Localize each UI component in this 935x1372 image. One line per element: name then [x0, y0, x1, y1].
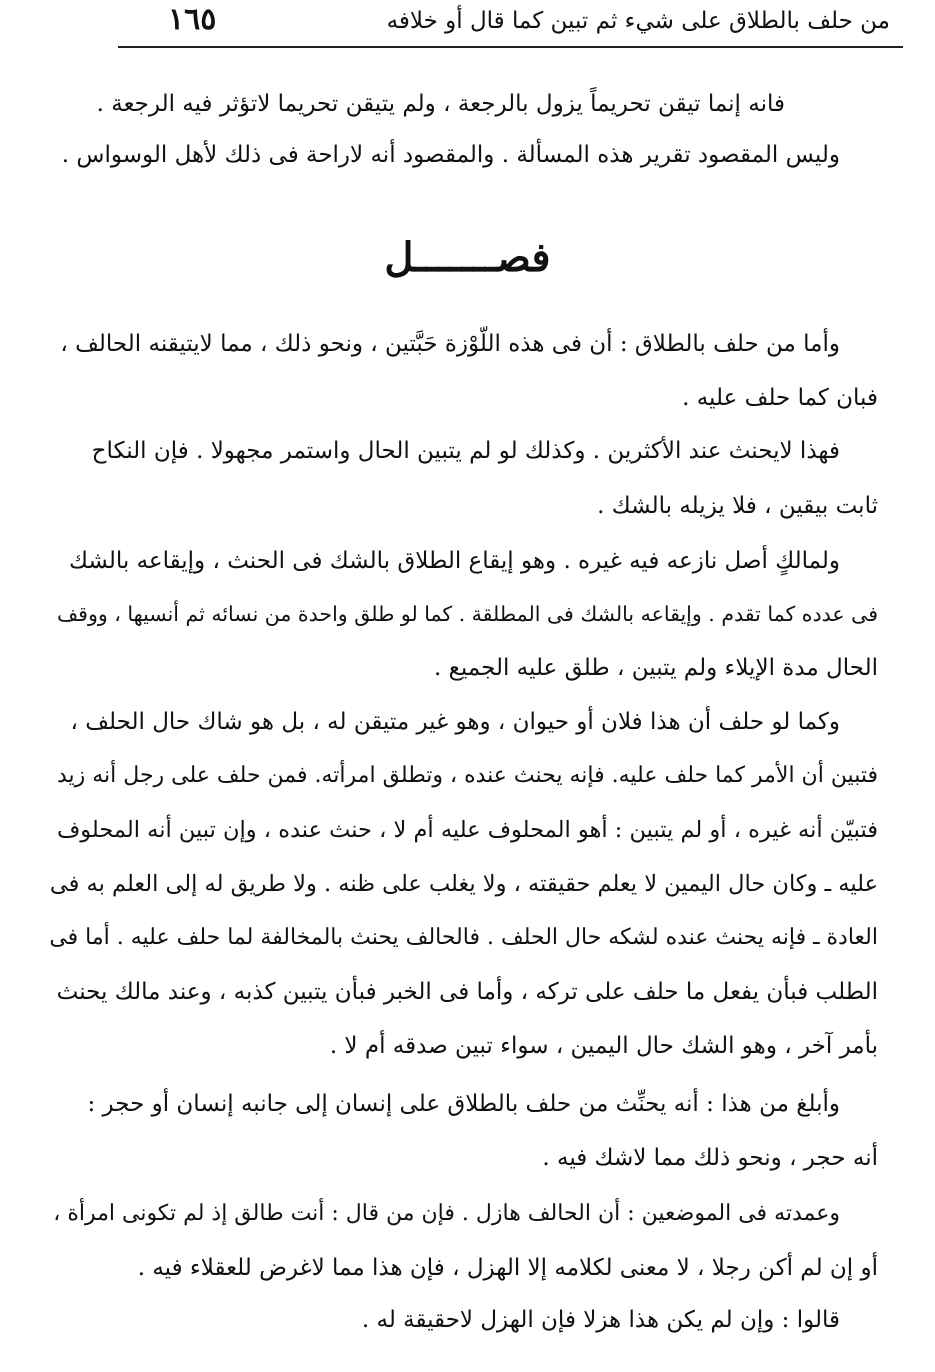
text-line: فهذا لايحنث عند الأكثرين . وكذلك لو لم يتبين الحال واستمر مجهولا . فإن النكاح	[91, 438, 840, 464]
text-line: الحال مدة الإيلاء ولم يتبين ، طلق عليه الجميع .	[434, 655, 878, 681]
text-line: العادة ـ فإنه يحنث عنده لشكه حال الحلف . فالحالف يحنث بالمخالفة لما حلف عليه . أما فى	[49, 925, 878, 950]
text-line: وكما لو حلف أن هذا فلان أو حيوان ، وهو غير متيقن له ، بل هو شاك حال الحلف ،	[70, 709, 840, 735]
text-line: وأما من حلف بالطلاق : أن فى هذه اللّوْزة حَبَّتين ، ونحو ذلك ، مما لايتيقنه الحالف ،	[60, 331, 840, 357]
text-line: قالوا : وإن لم يكن هذا هزلا فإن الهزل لاحقيقة له .	[361, 1307, 840, 1333]
text-line: ولمالكٍ أصل نازعه فيه غيره . وهو إيقاع الطلاق بالشك فى الحنث ، وإيقاعه بالشك	[68, 548, 840, 574]
text-line: الطلب فبأن يفعل ما حلف على تركه ، وأما فى الخبر فبأن يتبين كذبه ، وعند مالك يحنث	[56, 979, 878, 1005]
section-heading: فصـــــــل	[384, 234, 551, 281]
running-title: من حلف بالطلاق على شيء ثم تبين كما قال أو خلافه	[386, 8, 890, 34]
text-line: أنه حجر ، ونحو ذلك مما لاشك فيه .	[542, 1145, 878, 1171]
text-line: فى عدده كما تقدم . وإيقاعه بالشك فى المطلقة . كما لو طلق واحدة من نسائه ثم أنسيها ، ووقف	[56, 602, 878, 626]
text-line: وليس المقصود تقرير هذه المسألة . والمقصود أنه لاراحة فى ذلك لأهل الوسواس .	[61, 142, 840, 168]
text-line: وأبلغ من هذا : أنه يحنِّث من حلف بالطلاق على إنسان إلى جانبه إنسان أو حجر :	[87, 1091, 840, 1117]
text-line: وعمدته فى الموضعين : أن الحالف هازل . فإن من قال : أنت طالق إذ لم تكونى امرأة ،	[53, 1201, 840, 1226]
text-line: ثابت بيقين ، فلا يزيله بالشك .	[597, 493, 878, 519]
page-header	[120, 2, 900, 44]
page-number: ١٦٥	[168, 2, 217, 37]
text-line: عليه ـ وكان حال اليمين لا يعلم حقيقته ، ولا يغلب على ظنه . ولا طريق له إلى العلم به فى	[49, 871, 878, 897]
header-rule	[118, 46, 903, 48]
text-line: بأمر آخر ، وهو الشك حال اليمين ، سواء تبين صدقه أم لا .	[329, 1033, 878, 1059]
text-line: فتبيّن أنه غيره ، أو لم يتبين : أهو المحلوف عليه أم لا ، حنث عنده ، وإن تبين أنه المحلوف	[56, 817, 878, 843]
text-line: فبان كما حلف عليه .	[682, 385, 878, 411]
text-line: أو إن لم أكن رجلا ، لا معنى لكلامه إلا الهزل ، فإن هذا مما لاغرض للعقلاء فيه .	[137, 1255, 878, 1281]
text-line: فانه إنما تيقن تحريماً يزول بالرجعة ، ولم يتيقن تحريما لاتؤثر فيه الرجعة .	[96, 91, 785, 117]
text-line: فتبين أن الأمر كما حلف عليه. فإنه يحنث عنده ، وتطلق امرأته. فمن حلف على رجل أنه زيد	[56, 763, 878, 788]
